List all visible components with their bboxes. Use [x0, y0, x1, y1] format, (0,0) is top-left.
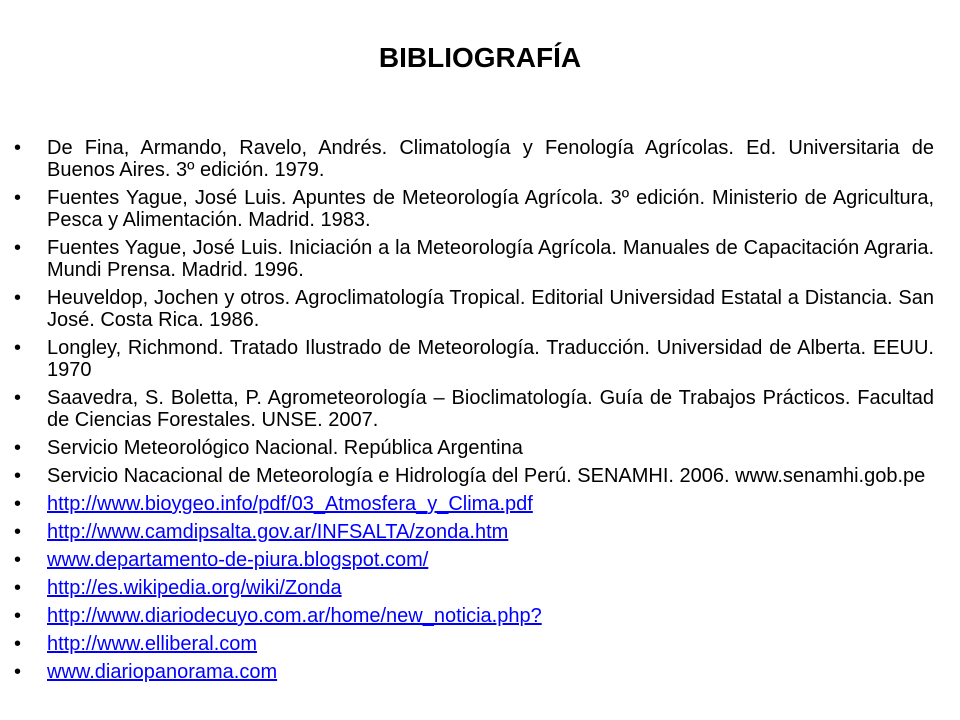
bullet: • — [14, 633, 22, 655]
reference-text: Fuentes Yague, José Luis. Apuntes de Meteorología Agrícola. 3º edición. Ministerio de Agricultura, Pesca y Alimentación. Madrid. 1983. — [47, 187, 934, 231]
reference-text: De Fina, Armando, Ravelo, Andrés. Climatología y Fenología Agrícolas. Ed. Universitaria de Buenos Aires. 3º edición. 1979. — [47, 137, 934, 181]
bullet: • — [14, 661, 22, 683]
link-camdipsalta[interactable]: http://www.camdipsalta.gov.ar/INFSALTA/zonda.htm — [47, 521, 509, 543]
bullet: • — [14, 387, 22, 409]
bullet: • — [14, 549, 22, 571]
reference-item — [14, 387, 934, 431]
bullet: • — [14, 437, 22, 459]
link-diariodecuyo[interactable]: http://www.diariodecuyo.com.ar/home/new_noticia.php? — [47, 605, 542, 627]
link-item — [14, 493, 934, 515]
page-title: BIBLIOGRAFÍA — [378, 42, 582, 73]
link-item — [14, 549, 934, 571]
bullet: • — [14, 521, 22, 543]
link-departamento-piura[interactable]: www.departamento-de-piura.blogspot.com/ — [47, 549, 429, 571]
reference-text: Servicio Nacacional de Meteorología e Hidrología del Perú. SENAMHI. 2006. www.senamhi.gob.pe — [47, 465, 926, 487]
link-item — [14, 661, 934, 683]
link-item — [14, 521, 934, 543]
link-item — [14, 633, 934, 655]
reference-item — [14, 465, 934, 487]
reference-text: Heuveldop, Jochen y otros. Agroclimatología Tropical. Editorial Universidad Estatal a Distancia. San José. Costa Rica. 1986. — [47, 287, 934, 331]
reference-item — [14, 287, 934, 331]
bullet: • — [14, 577, 22, 599]
bullet: • — [14, 337, 22, 359]
link-item — [14, 605, 934, 627]
bullet: • — [14, 605, 22, 627]
bullet: • — [14, 493, 22, 515]
link-bioygeo[interactable]: http://www.bioygeo.info/pdf/03_Atmosfera_y_Clima.pdf — [47, 493, 533, 515]
bullet: • — [14, 237, 22, 259]
reference-item — [14, 437, 934, 459]
bullet: • — [14, 137, 22, 159]
reference-text: Servicio Meteorológico Nacional. República Argentina — [47, 437, 523, 459]
link-item — [14, 577, 934, 599]
reference-item — [14, 137, 934, 181]
reference-item — [14, 187, 934, 231]
reference-item — [14, 237, 934, 281]
link-wikipedia-zonda[interactable]: http://es.wikipedia.org/wiki/Zonda — [47, 577, 342, 599]
bullet: • — [14, 287, 22, 309]
reference-text: Fuentes Yague, José Luis. Iniciación a la Meteorología Agrícola. Manuales de Capacitación Agraria. Mundi Prensa. Madrid. 1996. — [47, 237, 934, 281]
link-diariopanorama[interactable]: www.diariopanorama.com — [47, 661, 278, 683]
bibliography-list — [14, 137, 934, 689]
reference-item — [14, 337, 934, 381]
bullet: • — [14, 465, 22, 487]
reference-text: Longley, Richmond. Tratado Ilustrado de Meteorología. Traducción. Universidad de Alberta. EEUU. 1970 — [47, 337, 934, 381]
reference-text: Saavedra, S. Boletta, P. Agrometeorología – Bioclimatología. Guía de Trabajos Prácticos. Facultad de Ciencias Forestales. UNSE. 2007. — [47, 387, 934, 431]
bullet: • — [14, 187, 22, 209]
link-elliberal[interactable]: http://www.elliberal.com — [47, 633, 258, 655]
